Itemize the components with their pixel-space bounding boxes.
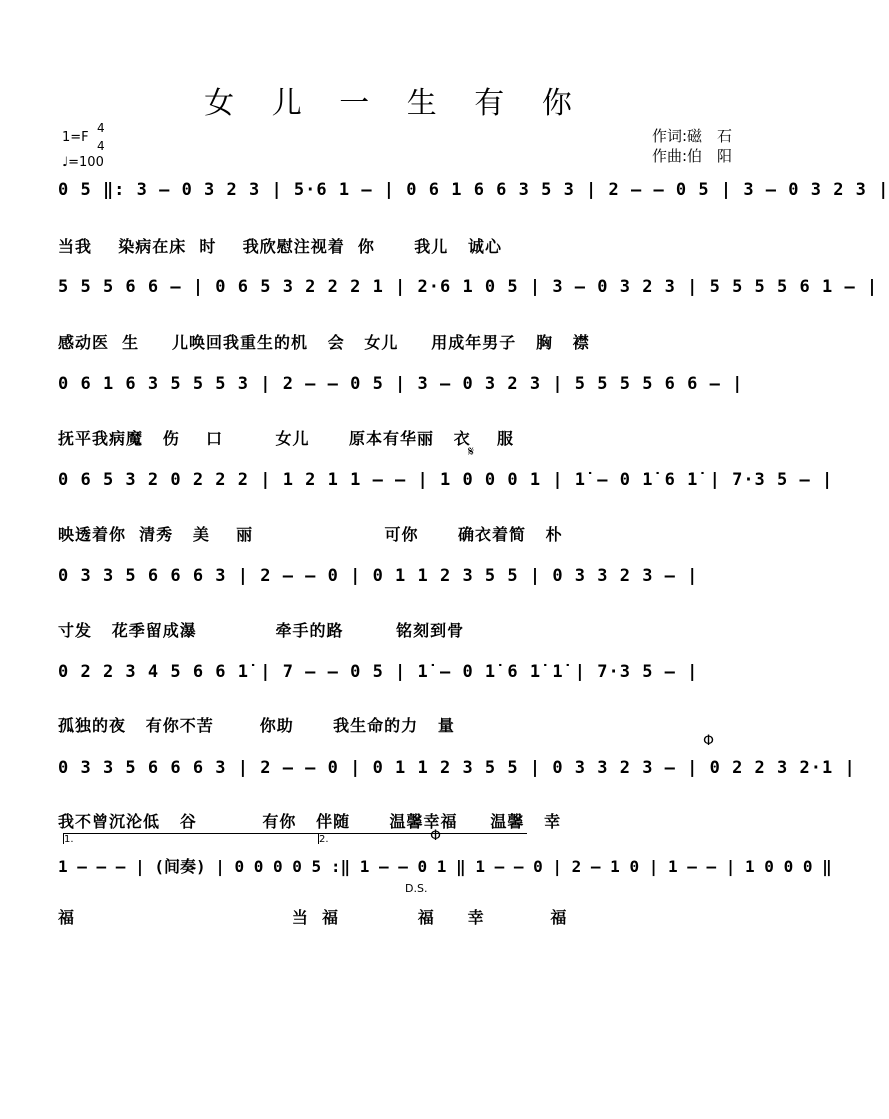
lyrics-line-7: 我不曾沉沦低 谷 有你 伴随 温馨幸福 温馨 幸 — [58, 812, 562, 831]
dal-segno-mark: D.S. — [405, 882, 428, 895]
key-signature: 1=F — [62, 130, 89, 145]
time-signature-bottom: 4 — [97, 139, 105, 153]
notation-line-1: 0 5 ‖: 3 – 0 3 2 3 | 5·6 1 – | 0 6 1 6 6 3 5 3 | 2 – – 0 5 | 3 – 0 3 2 3 | — [58, 180, 889, 200]
composer: 作曲:伯 阳 — [651, 147, 732, 165]
notation-line-8: 1 – – – | (间奏) | 0 0 0 0 5 :‖ 1 – – 0 1 ‖ 1 – – 0 | 2 – 1 0 | 1 – – | 1 0 0 0 ‖ — [58, 857, 832, 876]
lyrics-line-5: 寸发 花季留成瀑 牵手的路 铭刻到骨 — [58, 621, 465, 640]
lyricist: 作词:磁 石 — [651, 127, 732, 145]
first-ending-bracket — [63, 833, 318, 844]
notation-line-5: 0 3 3 5 6 6 6 3 | 2 – – 0 | 0 1 1 2 3 5 5 | 0 3 3 2 3 – | — [58, 566, 699, 586]
notation-line-7: 0 3 3 5 6 6 6 3 | 2 – – 0 | 0 1 1 2 3 5 5 | 0 3 3 2 3 – | 0 2 2 3 2·1 | — [58, 758, 856, 778]
lyrics-line-6: 孤独的夜 有你不苦 你助 我生命的力 量 — [58, 716, 455, 735]
time-signature-top: 4 — [97, 121, 105, 135]
coda-sign-upper: Φ — [703, 733, 715, 749]
second-ending-label: 2. — [319, 834, 329, 845]
lyrics-line-2: 感动医 生 儿唤回我重生的机 会 女儿 用成年男子 胸 襟 — [58, 333, 590, 352]
lyrics-line-4: 映透着你 清秀 美 丽 可你 确衣着简 朴 — [58, 525, 563, 544]
first-ending-label: 1. — [64, 834, 74, 845]
second-ending-bracket — [318, 833, 527, 844]
song-title: 女 儿 一 生 有 你 — [204, 86, 586, 121]
notation-line-6: 0 2 2 3 4 5 6 6 1̇ | 7 – – 0 5 | 1̇ – 0 1̇ 6 1̇ 1̇ | 7·3 5 – | — [58, 662, 699, 682]
credits — [652, 126, 732, 166]
segno-sign: 𝄋 — [468, 444, 475, 460]
lyrics-line-8: 福 当 福 福 幸 福 — [58, 908, 568, 927]
notation-line-3: 0 6 1 6 3 5 5 5 3 | 2 – – 0 5 | 3 – 0 3 2 3 | 5 5 5 5 6 6 – | — [58, 374, 744, 394]
coda-sign-lower: Φ — [430, 828, 442, 844]
notation-line-2: 5 5 5 6 6 – | 0 6 5 3 2 2 2 1 | 2·6 1 0 5 | 3 – 0 3 2 3 | 5 5 5 5 6 1 – | — [58, 277, 879, 297]
notation-line-4: 0 6 5 3 2 0 2 2 2 | 1 2 1 1 – – | 1 0 0 0 1 | 1̇ – 0 1̇ 6 1̇ | 7·3 5 – | — [58, 470, 834, 490]
lyrics-line-1: 当我 染病在床 时 我欣慰注视着 你 我儿 诚心 — [58, 237, 502, 256]
tempo-marking: ♩=100 — [62, 155, 104, 170]
lyrics-line-3: 抚平我病魔 伤 口 女儿 原本有华丽 衣 服 — [58, 429, 514, 448]
